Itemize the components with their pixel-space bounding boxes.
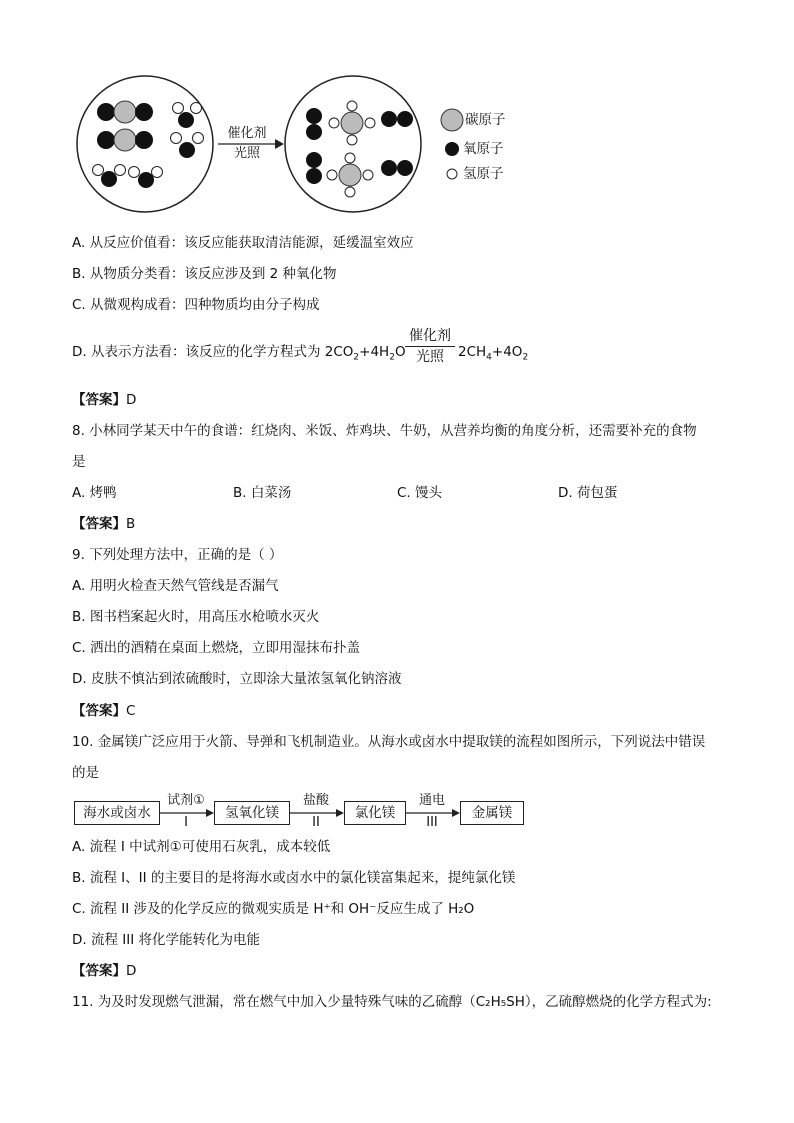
q10-option-c: C. 流程 II 涉及的化学反应的微观实质是 H⁺和 OH⁻反应生成了 H₂O: [72, 901, 475, 917]
q7-equation-cond-top: 催化剂: [409, 328, 451, 344]
answer-value: D: [126, 963, 137, 979]
flow-box-mg-chloride: 氯化镁: [344, 801, 406, 825]
q10-stem-line2: 的是: [72, 765, 99, 781]
diagram-arrow-label-bottom: 光照: [233, 146, 260, 161]
q7-option-d: D. 从表示方法看：该反应的化学方程式为 $2CO_2+4H_2O$: [72, 344, 406, 363]
q10-stem-line1: 10. 金属镁广泛应用于火箭、导弹和飞机制造业。从海水或卤水中提取镁的流程如图所示，下列说法中错误: [72, 734, 706, 750]
q10-option-a: A. 流程 I 中试剂①可使用石灰乳，成本较低: [72, 839, 331, 855]
flow-arrow-2: [290, 809, 344, 817]
q7-option-a: A. 从反应价值看：该反应能获取清洁能源，延缓温室效应: [72, 235, 414, 251]
answer-label: 【答案】: [72, 963, 126, 979]
flow-arrow1-top: 试剂①: [167, 793, 205, 808]
diagram-arrow-label-top: 催化剂: [227, 126, 267, 141]
flow-arrow3-top: 通电: [418, 793, 445, 808]
legend-oxygen: 氧原子: [463, 141, 504, 157]
flow-arrow2-top: 盐酸: [302, 793, 329, 808]
q10-option-d: D. 流程 III 将化学能转化为电能: [72, 932, 261, 948]
answer-value: D: [126, 392, 137, 408]
flow-box-seawater: 海水或卤水: [74, 801, 160, 825]
q10-option-b: B. 流程 I、II 的主要目的是将海水或卤水中的氯化镁富集起来，提纯氯化镁: [72, 870, 516, 886]
flow-box-mg-hydroxide: 氢氧化镁: [214, 801, 290, 825]
q8-option-a: A. 烤鸭: [72, 485, 117, 501]
q11-stem: 11. 为及时发现燃气泄漏，常在燃气中加入少量特殊气味的乙硫醇（C₂H₅SH），乙硫醇燃烧的化学方程式为:: [72, 994, 712, 1010]
q9-option-c: C. 洒出的酒精在桌面上燃烧，立即用湿抹布扑盖: [72, 640, 361, 656]
flow-arrow1-bottom: I: [184, 815, 188, 830]
q8-stem-line2: 是: [72, 454, 86, 470]
flow-arrow3-bottom: III: [426, 815, 438, 830]
q7-equation-cond-bottom: 光照: [416, 349, 444, 365]
q7-option-d-prefix: D. 从表示方法看：该反应的化学方程式为 2CO: [72, 344, 354, 360]
q7-equation-products: $2CH_4+4O_2$: [458, 344, 529, 363]
q9-option-d: D. 皮肤不慎沾到浓硫酸时，立即涂大量浓氢氧化钠溶液: [72, 671, 402, 687]
legend-hydrogen: 氢原子: [463, 166, 504, 182]
q9-option-b: B. 图书档案起火时，用高压水枪喷水灭火: [72, 609, 320, 625]
q7-option-b: B. 从物质分类看：该反应涉及到 2 种氧化物: [72, 266, 337, 282]
flow-arrow-1: [160, 809, 214, 817]
answer-value: C: [126, 703, 136, 719]
answer-label: 【答案】: [72, 516, 126, 532]
legend-carbon: 碳原子: [465, 112, 506, 128]
q8-option-d: D. 荷包蛋: [558, 485, 618, 501]
q10-answer: [72, 961, 136, 981]
q8-option-c: C. 馒头: [397, 485, 443, 501]
flow-arrow2-bottom: II: [312, 815, 320, 830]
q8-stem-line1: 8. 小林同学某天中午的食谱：红烧肉、米饭、炸鸡块、牛奶，从营养均衡的角度分析，还需要补充的食物: [72, 423, 697, 439]
q9-stem: 9. 下列处理方法中，正确的是（ ）: [72, 547, 283, 563]
q9-option-a: A. 用明火检查天然气管线是否漏气: [72, 578, 279, 594]
q8-option-b: B. 白菜汤: [233, 485, 292, 501]
answer-label: 【答案】: [72, 703, 126, 719]
answer-value: B: [126, 516, 136, 532]
flow-box-magnesium: 金属镁: [460, 801, 524, 825]
q7-option-c: C. 从微观构成看：四种物质均由分子构成: [72, 297, 320, 313]
flow-arrow-3: [406, 809, 460, 817]
answer-label: 【答案】: [72, 392, 126, 408]
